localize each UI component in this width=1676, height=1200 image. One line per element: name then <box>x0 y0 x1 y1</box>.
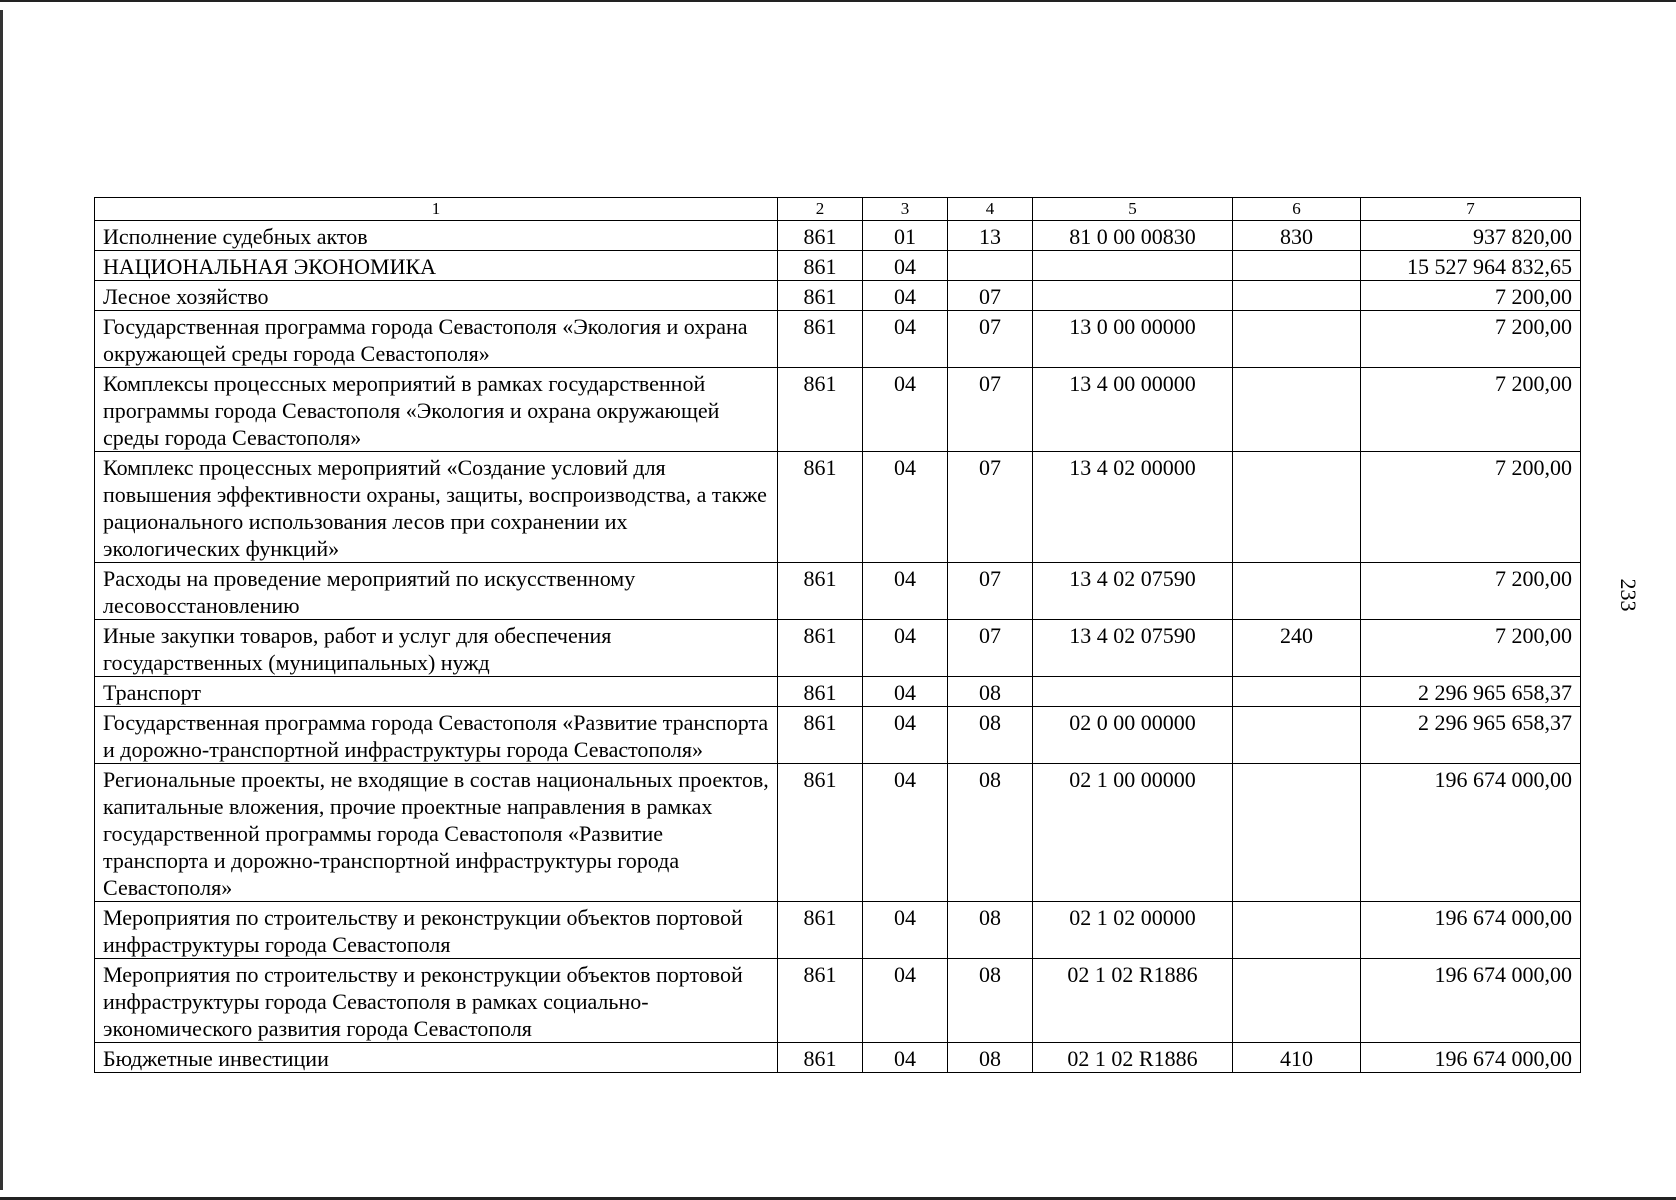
table-row <box>95 677 1581 707</box>
ministry-code: 861 <box>778 764 863 902</box>
section-code: 04 <box>863 311 948 368</box>
budget-table <box>94 197 1581 1073</box>
item-name: Расходы на проведение мероприятий по искусственному лесовосстановлению <box>95 563 778 620</box>
ministry-code: 861 <box>778 221 863 251</box>
item-name: Иные закупки товаров, работ и услуг для обеспечения государственных (муниципальных) нужд <box>95 620 778 677</box>
amount: 196 674 000,00 <box>1361 1043 1581 1073</box>
column-header: 3 <box>863 198 948 221</box>
item-name: Транспорт <box>95 677 778 707</box>
table-row <box>95 368 1581 452</box>
table-row <box>95 959 1581 1043</box>
target-article-code: 02 1 02 00000 <box>1033 902 1233 959</box>
table-row <box>95 902 1581 959</box>
section-code: 04 <box>863 368 948 452</box>
amount: 7 200,00 <box>1361 368 1581 452</box>
ministry-code: 861 <box>778 902 863 959</box>
expense-type-code <box>1233 452 1361 563</box>
column-header: 4 <box>948 198 1033 221</box>
item-name: НАЦИОНАЛЬНАЯ ЭКОНОМИКА <box>95 251 778 281</box>
column-header: 7 <box>1361 198 1581 221</box>
column-header: 6 <box>1233 198 1361 221</box>
section-code: 04 <box>863 281 948 311</box>
expense-type-code: 830 <box>1233 221 1361 251</box>
ministry-code: 861 <box>778 251 863 281</box>
column-number-row <box>95 198 1581 221</box>
scan-top-edge <box>0 0 1676 2</box>
column-header: 5 <box>1033 198 1233 221</box>
amount: 196 674 000,00 <box>1361 959 1581 1043</box>
subsection-code: 07 <box>948 311 1033 368</box>
target-article-code: 13 4 02 07590 <box>1033 620 1233 677</box>
subsection-code: 08 <box>948 677 1033 707</box>
ministry-code: 861 <box>778 368 863 452</box>
ministry-code: 861 <box>778 563 863 620</box>
expense-type-code <box>1233 959 1361 1043</box>
target-article-code <box>1033 251 1233 281</box>
subsection-code: 08 <box>948 902 1033 959</box>
ministry-code: 861 <box>778 1043 863 1073</box>
expense-type-code <box>1233 311 1361 368</box>
amount: 2 296 965 658,37 <box>1361 677 1581 707</box>
column-header: 1 <box>95 198 778 221</box>
target-article-code: 13 4 02 00000 <box>1033 452 1233 563</box>
subsection-code <box>948 251 1033 281</box>
ministry-code: 861 <box>778 452 863 563</box>
section-code: 04 <box>863 677 948 707</box>
table-row <box>95 707 1581 764</box>
item-name: Исполнение судебных актов <box>95 221 778 251</box>
target-article-code <box>1033 677 1233 707</box>
item-name: Мероприятия по строительству и реконструкции объектов портовой инфраструктуры города Севастополя <box>95 902 778 959</box>
ministry-code: 861 <box>778 959 863 1043</box>
section-code: 04 <box>863 452 948 563</box>
amount: 7 200,00 <box>1361 452 1581 563</box>
item-name: Мероприятия по строительству и реконструкции объектов портовой инфраструктуры города Севастополя в рамках социально-экономического развития города Севастополя <box>95 959 778 1043</box>
target-article-code: 81 0 00 00830 <box>1033 221 1233 251</box>
section-code: 04 <box>863 251 948 281</box>
amount: 7 200,00 <box>1361 563 1581 620</box>
amount: 196 674 000,00 <box>1361 902 1581 959</box>
item-name: Региональные проекты, не входящие в состав национальных проектов, капитальные вложения, прочие проектные направления в рамках государственной программы города Севастополя «Развитие транспорта и дорожно-транспортной инфраструктуры города Севастополя» <box>95 764 778 902</box>
subsection-code: 08 <box>948 959 1033 1043</box>
ministry-code: 861 <box>778 707 863 764</box>
target-article-code: 13 4 00 00000 <box>1033 368 1233 452</box>
subsection-code: 07 <box>948 368 1033 452</box>
ministry-code: 861 <box>778 677 863 707</box>
section-code: 04 <box>863 959 948 1043</box>
page-number: 233 <box>1616 578 1641 612</box>
table-row <box>95 452 1581 563</box>
subsection-code: 07 <box>948 620 1033 677</box>
target-article-code: 02 1 00 00000 <box>1033 764 1233 902</box>
section-code: 04 <box>863 902 948 959</box>
subsection-code: 08 <box>948 707 1033 764</box>
subsection-code: 07 <box>948 452 1033 563</box>
expense-type-code <box>1233 251 1361 281</box>
table-row <box>95 311 1581 368</box>
target-article-code <box>1033 281 1233 311</box>
subsection-code: 13 <box>948 221 1033 251</box>
ministry-code: 861 <box>778 281 863 311</box>
subsection-code: 07 <box>948 563 1033 620</box>
scan-left-edge <box>0 10 3 1190</box>
section-code: 04 <box>863 563 948 620</box>
section-code: 04 <box>863 707 948 764</box>
item-name: Комплексы процессных мероприятий в рамках государственной программы города Севастополя «Экология и охрана окружающей среды города Севастополя» <box>95 368 778 452</box>
subsection-code: 08 <box>948 1043 1033 1073</box>
ministry-code: 861 <box>778 311 863 368</box>
subsection-code: 07 <box>948 281 1033 311</box>
target-article-code: 02 0 00 00000 <box>1033 707 1233 764</box>
item-name: Государственная программа города Севастополя «Развитие транспорта и дорожно-транспортной инфраструктуры города Севастополя» <box>95 707 778 764</box>
ministry-code: 861 <box>778 620 863 677</box>
item-name: Комплекс процессных мероприятий «Создание условий для повышения эффективности охраны, защиты, воспроизводства, а также рационального использования лесов при сохранении их экологических функций» <box>95 452 778 563</box>
amount: 7 200,00 <box>1361 311 1581 368</box>
expense-type-code <box>1233 281 1361 311</box>
target-article-code: 13 0 00 00000 <box>1033 311 1233 368</box>
table-row <box>95 764 1581 902</box>
amount: 15 527 964 832,65 <box>1361 251 1581 281</box>
expense-type-code <box>1233 707 1361 764</box>
expense-type-code <box>1233 563 1361 620</box>
amount: 196 674 000,00 <box>1361 764 1581 902</box>
amount: 2 296 965 658,37 <box>1361 707 1581 764</box>
expense-type-code <box>1233 764 1361 902</box>
target-article-code: 13 4 02 07590 <box>1033 563 1233 620</box>
amount: 937 820,00 <box>1361 221 1581 251</box>
section-code: 01 <box>863 221 948 251</box>
section-code: 04 <box>863 1043 948 1073</box>
table-row <box>95 1043 1581 1073</box>
expense-type-code: 240 <box>1233 620 1361 677</box>
column-header: 2 <box>778 198 863 221</box>
amount: 7 200,00 <box>1361 281 1581 311</box>
expense-type-code: 410 <box>1233 1043 1361 1073</box>
expense-type-code <box>1233 677 1361 707</box>
item-name: Лесное хозяйство <box>95 281 778 311</box>
target-article-code: 02 1 02 R1886 <box>1033 959 1233 1043</box>
expense-type-code <box>1233 368 1361 452</box>
table-row <box>95 620 1581 677</box>
table-row <box>95 281 1581 311</box>
table-row <box>95 563 1581 620</box>
subsection-code: 08 <box>948 764 1033 902</box>
amount: 7 200,00 <box>1361 620 1581 677</box>
table-row <box>95 251 1581 281</box>
section-code: 04 <box>863 620 948 677</box>
expense-type-code <box>1233 902 1361 959</box>
table-row <box>95 221 1581 251</box>
target-article-code: 02 1 02 R1886 <box>1033 1043 1233 1073</box>
item-name: Бюджетные инвестиции <box>95 1043 778 1073</box>
item-name: Государственная программа города Севастополя «Экология и охрана окружающей среды города Севастополя» <box>95 311 778 368</box>
section-code: 04 <box>863 764 948 902</box>
